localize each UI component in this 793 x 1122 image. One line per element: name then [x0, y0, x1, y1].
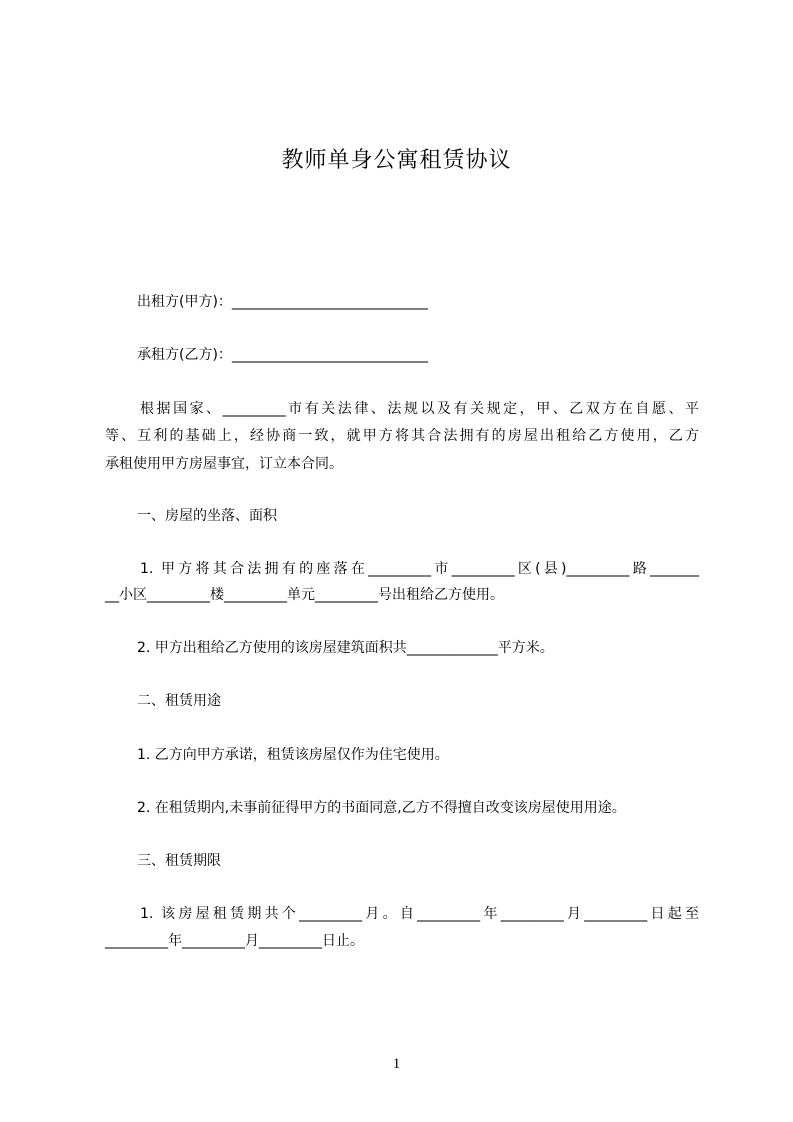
- lessor-line: 出租方(甲方)：____________________________: [137, 294, 428, 310]
- section-1-item-1-line-2: __小区_________楼_________单元_________号出租给乙方使用。: [105, 587, 504, 603]
- section-2-item-2: 2. 在租赁期内,未事前征得甲方的书面同意,乙方不得擅自改变该房屋使用用途。: [137, 800, 626, 816]
- section-3-heading: 三、租赁期限: [137, 853, 221, 869]
- section-1-heading: 一、房屋的坐落、面积: [137, 508, 277, 524]
- section-2-heading: 二、租赁用途: [137, 693, 221, 709]
- section-2-item-1: 1. 乙方向甲方承诺，租赁该房屋仅作为住宅使用。: [137, 747, 449, 763]
- document-title: 教师单身公寓租赁协议: [281, 148, 512, 173]
- section-1-item-2: 2. 甲方出租给乙方使用的该房屋建筑面积共_____________平方米。: [137, 640, 554, 656]
- page-number: 1: [392, 1056, 401, 1072]
- intro-line-2: 等、互利的基础上，经协商一致，就甲方将其合法拥有的房屋出租给乙方使用，乙方: [105, 428, 699, 444]
- section-1-item-1-line-1: 1. 甲方将其合法拥有的座落在_________市_________区(县)_________路_______: [140, 561, 699, 577]
- lessee-line: 承租方(乙方)：____________________________: [137, 347, 428, 363]
- intro-line-1: 根据国家、_________市有关法律、法规以及有关规定，甲、乙双方在自愿、平: [140, 401, 699, 417]
- intro-line-3: 承租使用甲方房屋事宜，订立本合同。: [105, 456, 343, 472]
- section-3-item-1-line-2: _________年_________月_________日止。: [105, 933, 364, 949]
- section-3-item-1-line-1: 1. 该房屋租赁期共个_________月。自_________年_________月_________日起至: [140, 906, 699, 922]
